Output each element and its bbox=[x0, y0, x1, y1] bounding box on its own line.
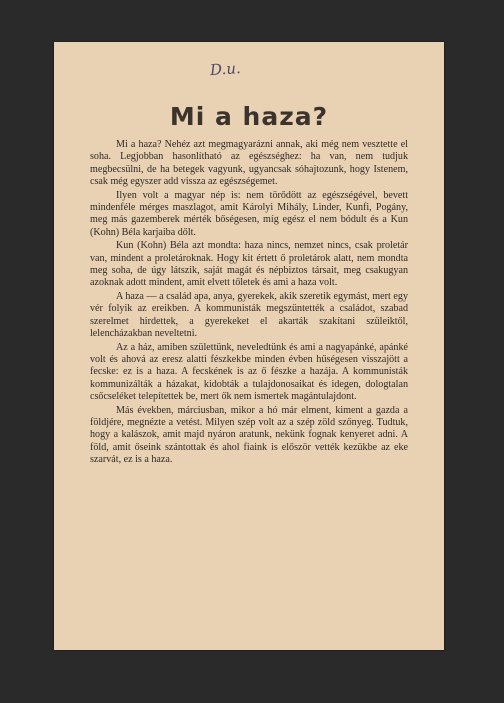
leaflet-page bbox=[54, 42, 444, 650]
handwritten-annotation: D.u. bbox=[209, 58, 242, 80]
article-body bbox=[90, 139, 408, 468]
paragraph-4: A haza — a család apa, anya, gyerekek, akik szeretik egymást, mert egy vér folyik az ereikben. A kommunisták megszüntették a családot, szabad szerelmet hirdettek, a gyerekeket el akarták szakítani szüleiktől, lelencházakban neveltetni. bbox=[90, 290, 408, 340]
paragraph-2: Ilyen volt a magyar nép is: nem törődött az egészségével, bevett mindenféle mérges maszlagot, amit Károlyi Mihály, Linder, Kunfi, Pogány, meg más gazemberek mérték bőségesen, míg egész el nem bódult és a Kun (Kohn) Béla karjaiba dőlt. bbox=[90, 189, 408, 238]
paragraph-6: Más években, márciusban, mikor a hó már elment, kiment a gazda a földjére, megnézte a vetést. Milyen szép volt az a szép zöld szőnyeg. Tudtuk, hogy a kalászok, amit majd nyáron aratunk, nekünk fognak kenyeret adni. A föld, amit őseink szántottak és ahol fiaink is először vették kezükbe az eke szarvát, ez is a haza. bbox=[90, 404, 408, 466]
paragraph-5: Az a ház, amiben születtünk, neveledtünk és ami a nagyapánké, apánké volt és ahová az eresz alatti fészkekbe minden évben hűségesen visszajött a fecske: ez is a haza. A fecskének is az ő fészke a hazája. A kommunisták kommunizálták a házakat, kidobták a tulajdonosaikat és idegen, dologtalan csőcseléket telepítettek be, mert ők nem ismertek magántulajdont. bbox=[90, 341, 408, 403]
paragraph-1: Mi a haza? Nehéz azt megmagyarázni annak, aki még nem vesztette el soha. Legjobban hasonlítható az egészséghez: ha van, nem tudjuk megbecsülni, de ha betegek vagyunk, ugyancsak sóhajtozunk, hogy Istenem, csak még egyszer add vissza az egészségemet. bbox=[90, 139, 408, 188]
page-title: Mi a haza? bbox=[169, 102, 329, 131]
paragraph-3: Kun (Kohn) Béla azt mondta: haza nincs, nemzet nincs, csak proletár van, mindent a proletároknak. Hogy kit értett ő proletárok alatt, nem mondta meg soha, de úgy látszik, saját magát és népbiztos társait, meg csakugyan azoknak adott mindent, amit elvett tőletek és ami a haza volt. bbox=[90, 240, 408, 289]
